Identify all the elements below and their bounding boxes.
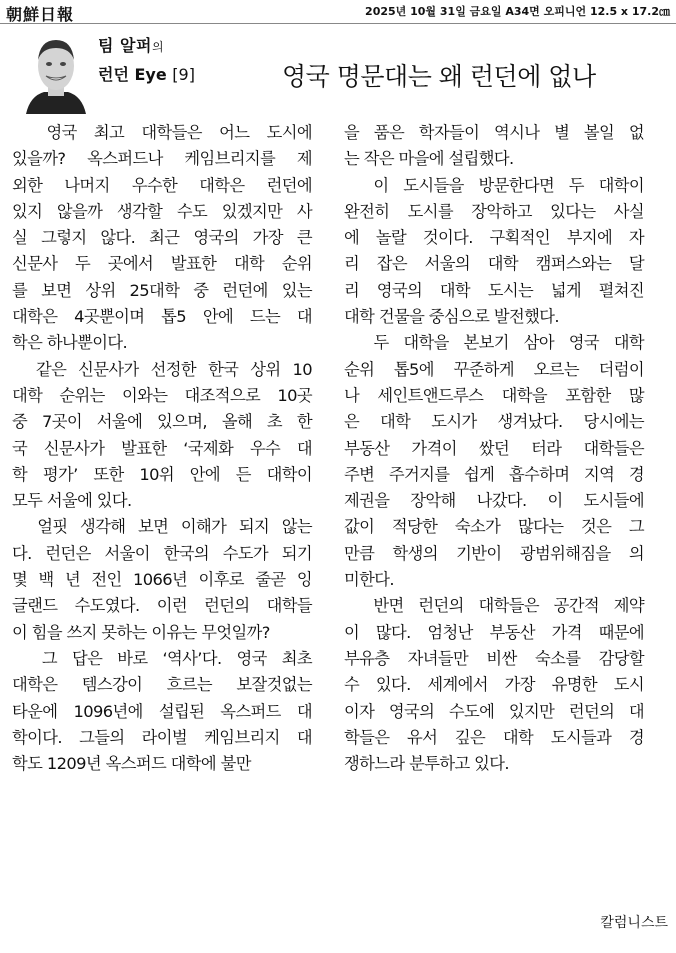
article-line: 나 세인트앤드루스 대학을 포함한 많: [344, 385, 644, 405]
column-author: [98, 33, 164, 56]
article-line: 리 잡은 서울의 대학 캠퍼스와는 달: [344, 254, 644, 274]
article-line: 대학은 4곳뿐이며 톱5 안에 드는 대: [12, 307, 312, 327]
article-column-left: [12, 120, 312, 777]
series-number: [9]: [172, 65, 195, 84]
series-name: 런던 Eye: [98, 65, 167, 84]
article-line: 실 그렇지 않다. 최근 영국의 가장 큰: [12, 228, 312, 248]
article-line: 중 7곳이 서울에 있으며, 올해 초 한: [12, 412, 312, 432]
article-line: 두 대학을 본보기 삼아 영국 대학: [344, 333, 644, 353]
article-line: 를 보면 상위 25대학 중 런던에 있는: [12, 280, 312, 300]
article-line: 학들은 유서 깊은 대학 도시들과 경: [344, 727, 644, 747]
article-line: 이자 영국의 수도에 있지만 런던의 대: [344, 701, 644, 721]
article-line: 글랜드 수도였다. 이런 런던의 대학들: [12, 596, 312, 616]
article-line: 이 힘을 쓰지 못하는 이유는 무엇일까?: [12, 622, 270, 642]
article-line: 대학 건물을 중심으로 발전했다.: [344, 307, 559, 327]
author-name: 팀 알퍼: [98, 36, 152, 55]
article-line: 부유층 자녀들만 비싼 숙소를 감당할: [344, 648, 644, 668]
article-line: 에 놀랄 것이다. 구획적인 부지에 자: [344, 228, 644, 248]
article-line: 이 도시들을 방문한다면 두 대학이: [344, 175, 644, 195]
article-line: 대학은 템스강이 흐르는 보잘것없는: [12, 675, 312, 695]
header-rule: [0, 23, 676, 24]
article-line: 값이 적당한 숙소가 많다는 것은 그: [344, 517, 644, 537]
dateline: 2025년 10월 31일 금요일 A34면 오피니언 12.5 x 17.2㎝: [365, 5, 670, 18]
author-suffix: 의: [151, 40, 165, 54]
author-photo: [24, 30, 88, 114]
article-column-right: [344, 120, 644, 777]
article-line: 완전히 도시를 장악하고 있다는 사실: [344, 201, 644, 221]
column-series: [98, 62, 195, 85]
article-line: 신문사 두 곳에서 발표한 대학 순위: [12, 254, 312, 274]
article-line: 미한다.: [344, 570, 394, 590]
article-line: 쟁하느라 분투하고 있다.: [344, 754, 510, 774]
article-line: 수 있다. 세계에서 가장 유명한 도시: [344, 675, 644, 695]
article-line: 대학 순위는 이와는 대조적으로 10곳: [12, 385, 312, 405]
article-line: 학이다. 그들의 라이벌 케임브리지 대: [12, 727, 312, 747]
article-line: 만큼 학생의 기반이 광범위해짐을 의: [344, 543, 644, 563]
article-line: 그 답은 바로 ‘역사’다. 영국 최초: [12, 648, 312, 668]
byline: 칼럼니스트: [600, 915, 668, 931]
article-line: 주변 주거지를 쉽게 흡수하며 지역 경: [344, 464, 644, 484]
article-line: 학 평가’ 또한 10위 안에 든 대학이: [12, 464, 312, 484]
article-line: 다. 런던은 서울이 한국의 수도가 되기: [12, 543, 312, 563]
article-line: 는 작은 마을에 설립했다.: [344, 149, 514, 169]
article-line: 같은 신문사가 선정한 한국 상위 10: [12, 359, 312, 379]
headline: 영국 명문대는 왜 런던에 없나: [282, 62, 596, 91]
article-line: 국 신문사가 발표한 ‘국제화 우수 대: [12, 438, 312, 458]
article-line: 몇 백 년 전인 1066년 이후로 줄곧 잉: [12, 570, 312, 590]
article-line: 은 대학 도시가 생겨났다. 당시에는: [344, 412, 644, 432]
article-line: 이 많다. 엄청난 부동산 가격 때문에: [344, 622, 644, 642]
article-line: 영국 최고 대학들은 어느 도시에: [12, 123, 312, 142]
article-line: 학은 하나뿐이다.: [12, 333, 128, 353]
article-line: 타운에 1096년에 설립된 옥스퍼드 대: [12, 701, 312, 721]
article-line: 제권을 장악해 나갔다. 이 도시들에: [344, 491, 644, 511]
article-line: 리 영국의 대학 도시는 넓게 펼쳐진: [344, 280, 644, 300]
article-line: 모두 서울에 있다.: [12, 491, 132, 511]
article-line: 부동산 가격이 쌌던 터라 대학들은: [344, 438, 644, 458]
masthead: 朝鮮日報: [6, 5, 75, 24]
article-line: 반면 런던의 대학들은 공간적 제약: [344, 596, 644, 616]
article-line: 얼핏 생각해 보면 이해가 되지 않는: [12, 517, 312, 537]
article-line: 있을까? 옥스퍼드나 케임브리지를 제: [12, 149, 312, 169]
article-line: 학도 1209년 옥스퍼드 대학에 불만: [12, 754, 251, 774]
article-line: 을 품은 학자들이 역시나 별 볼일 없: [344, 123, 644, 142]
article-line: 순위 톱5에 꾸준하게 오르는 더럼이: [344, 359, 644, 379]
article-line: 있지 않을까 생각할 수도 있겠지만 사: [12, 201, 312, 221]
article-line: 외한 나머지 우수한 대학은 런던에: [12, 175, 312, 195]
